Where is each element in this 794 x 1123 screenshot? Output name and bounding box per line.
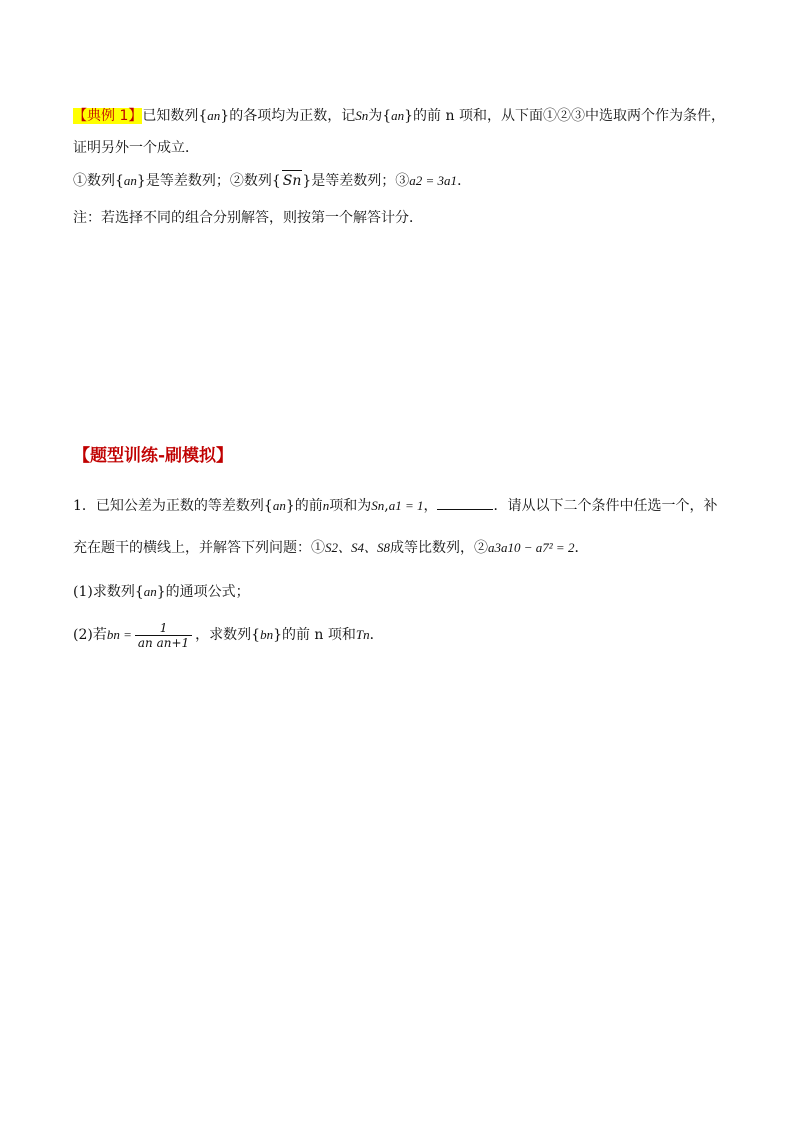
example-line-1: 【典例 1】已知数列{an}的各项均为正数，记Sn为{an}的前 n 项和，从下面①②③中选取两个作为条件， (73, 108, 725, 124)
problem-1-question-2: (2)若bn = $\frac{1}{\text{an an+1}}$ ，求数列{bn}的前 n 项和Tn． (73, 620, 384, 650)
example-conditions: ①数列{an}是等差数列；②数列{ Sn}是等差数列；③a2 = 3a1． (73, 170, 471, 191)
sqrt-sn: Sn (282, 170, 303, 191)
example-tag: 【典例 1】 (73, 108, 143, 124)
example-note: 注：若选择不同的组合分别解答，则按第一个解答计分． (73, 210, 423, 226)
problem-1-line-1: 1．已知公差为正数的等差数列{an}的前n项和为Sn,a1 = 1， ．请从以下二个条件中任选一个，补 (73, 498, 718, 514)
answer-blank[interactable] (437, 497, 493, 510)
problem-1-line-2: 充在题干的横线上，并解答下列问题：①S2、S4、S8成等比数列，②a3a10 − a7² = 2． (73, 540, 589, 556)
section-title: 【题型训练-刷模拟】 (73, 446, 234, 466)
fraction: $\frac{1}{\text{an an+1}}$ (135, 621, 192, 650)
example-line-2: 证明另外一个成立． (73, 140, 199, 156)
problem-1-question-1: (1)求数列{an}的通项公式； (73, 584, 250, 600)
